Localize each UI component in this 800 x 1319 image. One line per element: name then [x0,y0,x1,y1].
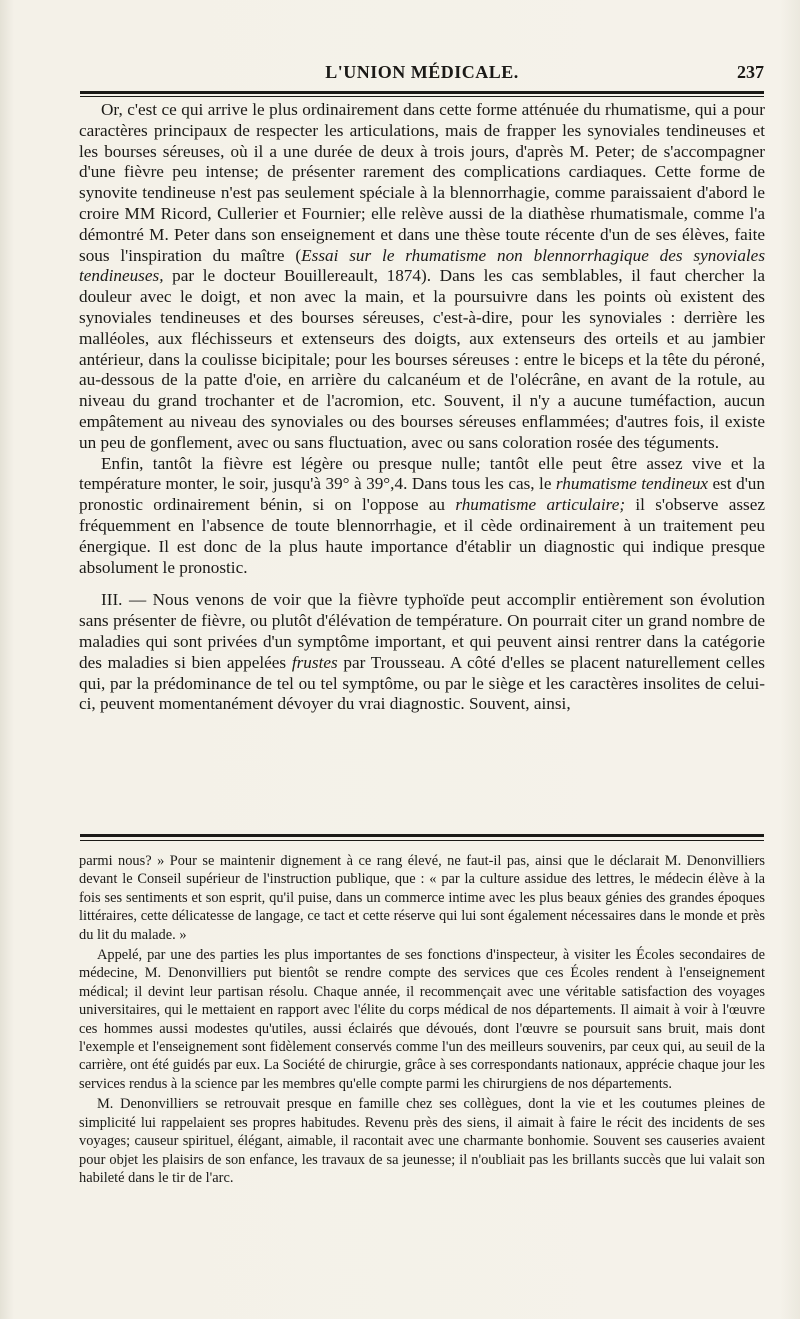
page-header [80,62,764,88]
running-title: L'UNION MÉDICALE. [325,62,519,82]
feuilleton-separator-thin [80,840,764,841]
text-run: Or, c'est ce qui arrive le plus ordinairement dans cette forme atténuée du rhumatisme, qui a pour caractères principaux de respecter les articulations, mais de frapper les synoviales tendineuses et les bourses séreuses, où il a une durée de deux à trois jours, d'après M. Peter; de s'accompagner d'une fièvre peu intense; de présenter rarement des complications cardiaques. Cette forme de synovite tendineuse n'est pas seulement spéciale à la blennorrhagie, comme paraissaient d'abord le croire MM Ricord, Cullerier et Fournier; elle relève aussi de la diathèse rhumatismale, comme l'a démontré M. Peter dans son enseignement et dans une thèse toute récente d'un de ses élèves, faite sous l'inspiration du maître ( [79,100,765,265]
italic-term: rhumatisme tendineux [555,474,709,494]
italic-term: rhumatisme articulaire; [455,495,626,515]
text-run: Enfin, tantôt la fièvre est légère ou presque nulle; tantôt elle peut être assez vive et la température monter, le soir, jusqu'à 39° à 39°,4. Dans tous les cas, le [79,453,765,494]
text-run: est d'un pronostic ordinairement bénin, si on l'oppose au [79,474,765,515]
feuilleton-separator [80,834,764,837]
article-paragraph-2 [79,454,765,579]
feuilleton-paragraph-2: Appelé, par une des parties les plus importantes de ses fonctions d'inspecteur, à visiter les Écoles secondaires de médecine, M. Denonvilliers put bientôt se rendre compte des services que ces Écoles rendent à l'enseignement médical; il devint leur partisan résolu. Chaque année, il recommençait avec une véritable satisfaction des voyages universitaires, qui le mettaient en rapport avec l'élite du corps médical de nos départements. Il aimait à voir à l'œuvre ces hommes aussi modestes qu'utiles, aussi éclairés que dévoués, dont l'œuvre se poursuit sans bruit, mais dont l'exemple et l'enseignement sont fidèlement conservés comme l'un des meilleurs souvenirs, par ceux qui, au seuil de la carrière, ont été guidés par eux. La Société de chirurgie, grâce à ses correspondants nationaux, apprécie chaque jour les services rendus à la science par les membres qu'elle compte parmi les chirurgiens de nos départements. [79,947,765,1092]
italic-title: Essai sur le rhumatisme non blennorrhagique des synoviales tendineuses, [79,245,766,286]
text-run: III. — Nous venons de voir que la fièvre typhoïde peut accomplir entièrement son évolution sans présenter de fièvre, ou plutôt d'élévation de température. On pourrait citer un grand nombre de maladies qui sont privées d'un symptôme important, et qui peuvent ainsi rentrer dans la catégorie des maladies si bien appelées [79,590,765,672]
text-run: par Trousseau. A côté d'elles se placent naturellement celles qui, par la prédominance de tel ou tel symptôme, ou par le siège et les caractères insolites de celui-ci, peuvent momentanément dévoyer du vrai diagnostic. Souvent, ainsi, [79,652,765,714]
article-paragraph-1 [79,100,765,454]
header-rule-thin [80,96,764,97]
header-rule [80,91,764,94]
main-article [79,100,765,715]
feuilleton-paragraph-1: parmi nous? » Pour se maintenir dignement à ce rang élevé, ne faut-il pas, ainsi que le déclarait M. Denonvilliers devant le Conseil supérieur de l'instruction publique, que : « par la culture assidue des lettres, le médecin élève à la fois ses sentiments et son esprit, qu'il puise, dans un commerce intime avec les plus beaux génies des grandes époques littéraires, cette délicatesse de langage, ce tact et cette réserve qui lui sont également nécessaires dans le monde et près du lit du malade. » [79,853,765,943]
text-run: il s'observe assez fréquemment en l'absence de toute blennorrhagie, et il cède ordinairement à un traitement peu énergique. Il est donc de la plus haute importance d'établir un diagnostic qui indique presque absolument le pronostic. [79,495,765,577]
article-paragraph-3 [79,590,765,715]
feuilleton-section [79,852,765,1187]
text-run: par le docteur Bouillereault, 1874). Dans les cas semblables, il faut chercher la douleur avec le doigt, et non avec la main, et la poursuivre dans les points où existent des synoviales tendineuses et des bourses séreuses, c'est-à-dire, pour les synoviales : derrière les malléoles, aux fléchisseurs et extenseurs des doigts, aux extenseurs des orteils et au jambier antérieur, dans la coulisse bicipitale; pour les bourses séreuses : entre le biceps et la tête du péroné, au-dessous de la patte d'oie, en arrière du calcanéum et de l'olécrâne, en avant de la rotule, au niveau du grand trochanter et de l'acromion, etc. Souvent, il n'y a aucune tuméfaction, aucun empâtement au niveau des synoviales ou des bourses séreuses enflammées; d'autres fois, il existe un peu de gonflement, avec ou sans fluctuation, avec ou sans coloration rosée des téguments. [79,266,765,452]
feuilleton-paragraph-3: M. Denonvilliers se retrouvait presque en famille chez ses collègues, dont la vie et les coutumes pleines de simplicité lui rappelaient ses propres habitudes. Revenu près des siens, il aimait à faire le récit des incidents de ses voyages; causeur spirituel, élégant, aimable, il racontait avec une charmante bonhomie. Souvent ses causeries avaient pour objet les plaisirs de son enfance, les travaux de sa jeunesse; il n'oubliait pas les brillants succès que lui valait son habileté dans le tir de l'arc. [79,1096,765,1186]
page-number: 237 [737,62,764,82]
italic-term: frustes [291,652,338,672]
